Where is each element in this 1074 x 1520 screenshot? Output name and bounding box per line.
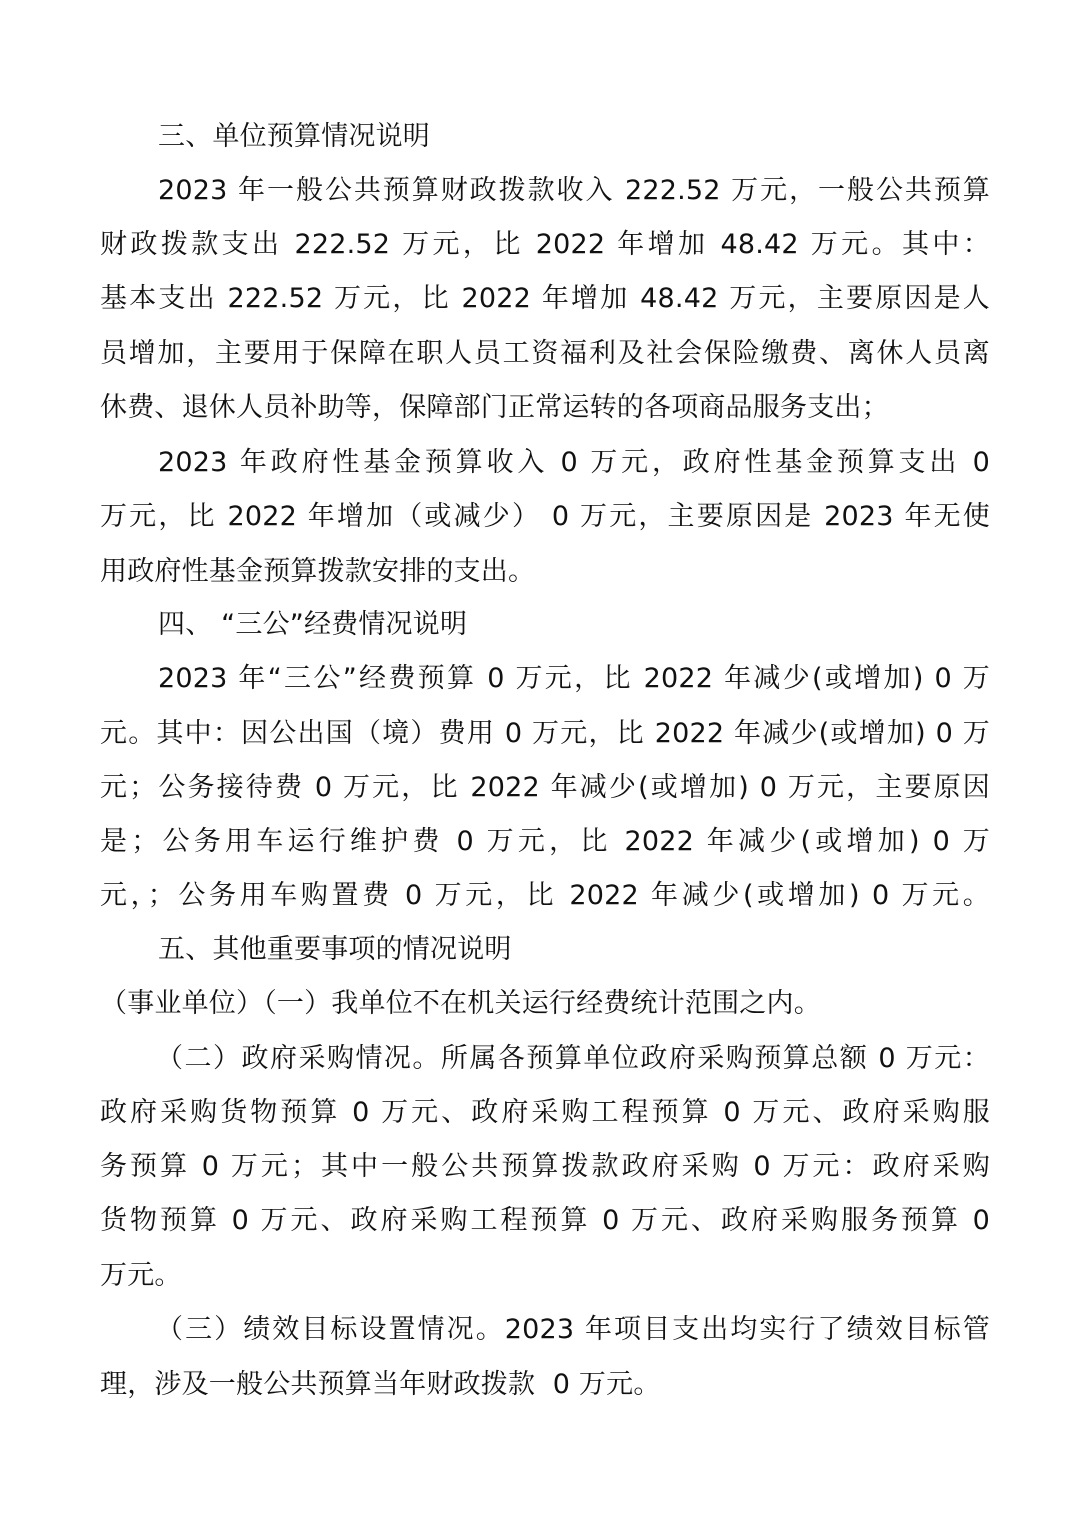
paragraph-line: 万元。 (100, 1260, 182, 1291)
section-heading-5: 五、其他重要事项的情况说明 (158, 934, 512, 965)
paragraph-line: 货物预算 0 万元、政府采购工程预算 0 万元、政府采购服务预算 0 (100, 1205, 990, 1236)
paragraph-line: 2023 年政府性基金预算收入 0 万元，政府性基金预算支出 0 (158, 447, 990, 478)
paragraph-line: 基本支出 222.52 万元，比 2022 年增加 48.42 万元，主要原因是人 (100, 283, 990, 314)
paragraph-line: 元。其中：因公出国（境）费用 0 万元，比 2022 年减少(或增加) 0 万 (100, 718, 990, 749)
paragraph-line: （二）政府采购情况。所属各预算单位政府采购预算总额 0 万元： (156, 1043, 990, 1074)
paragraph-line: 务预算 0 万元；其中一般公共预算拨款政府采购 0 万元：政府采购 (100, 1151, 990, 1182)
paragraph-line: 万元，比 2022 年增加（或减少） 0 万元，主要原因是 2023 年无使 (100, 501, 990, 532)
paragraph-line: 理，涉及一般公共预算当年财政拨款 0 万元。 (100, 1369, 661, 1400)
paragraph-line: 是；公务用车运行维护费 0 万元，比 2022 年减少(或增加) 0 万 (100, 826, 990, 857)
paragraph-line: 元，；公务用车购置费 0 万元，比 2022 年减少(或增加) 0 万元。 (100, 880, 990, 911)
paragraph-line: 2023 年“三公”经费预算 0 万元，比 2022 年减少(或增加) 0 万 (158, 663, 990, 694)
paragraph-line: 员增加，主要用于保障在职人员工资福利及社会保险缴费、离休人员离 (100, 338, 990, 369)
paragraph-line: （事业单位）（一）我单位不在机关运行经费统计范围之内。 (100, 988, 821, 1019)
paragraph-line: 元；公务接待费 0 万元，比 2022 年减少(或增加) 0 万元，主要原因 (100, 772, 990, 803)
paragraph-line: 政府采购货物预算 0 万元、政府采购工程预算 0 万元、政府采购服 (100, 1097, 990, 1128)
paragraph-line: 财政拨款支出 222.52 万元，比 2022 年增加 48.42 万元。其中： (100, 229, 990, 260)
section-heading-4: 四、 “三公”经费情况说明 (158, 609, 468, 640)
paragraph-line: 用政府性基金预算拨款安排的支出。 (100, 556, 536, 587)
section-heading-3: 三、单位预算情况说明 (158, 121, 430, 152)
paragraph-line: 2023 年一般公共预算财政拨款收入 222.52 万元，一般公共预算 (158, 175, 990, 206)
paragraph-line: （三）绩效目标设置情况。2023 年项目支出均实行了绩效目标管 (156, 1314, 990, 1345)
paragraph-line: 休费、退休人员补助等，保障部门正常运转的各项商品服务支出； (100, 392, 889, 423)
